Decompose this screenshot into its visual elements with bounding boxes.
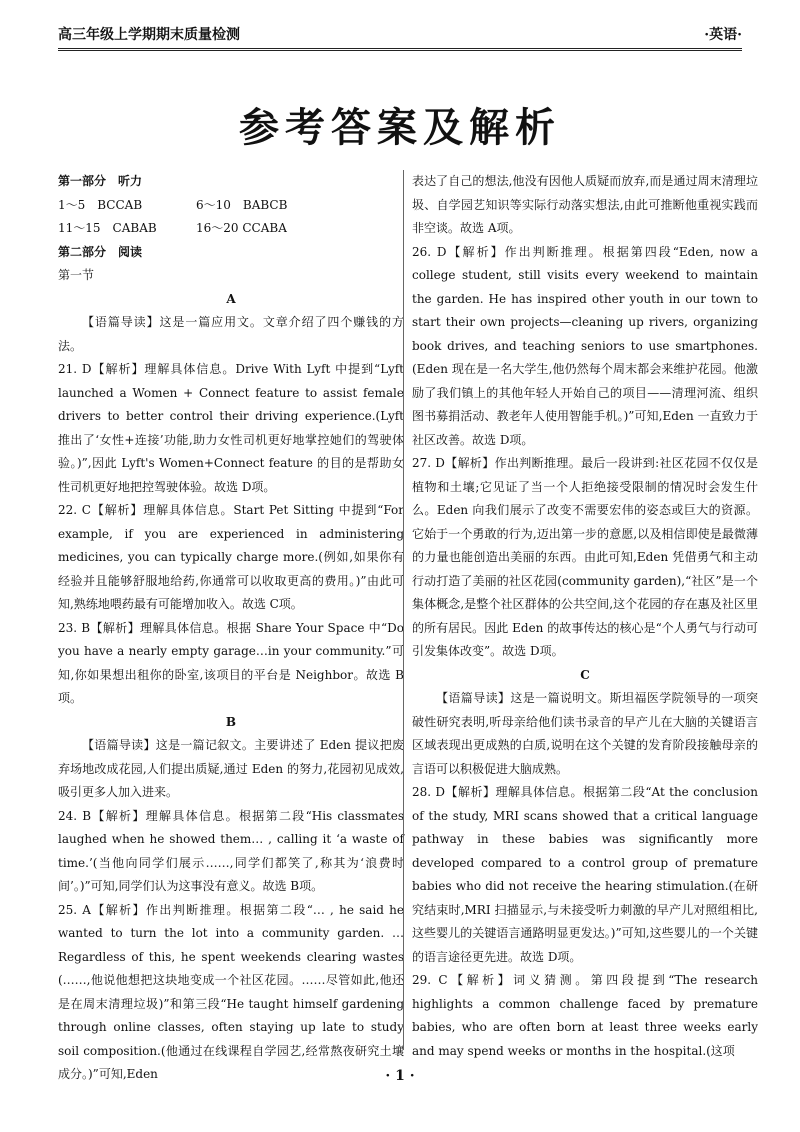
section-title: 第一节 (58, 268, 95, 282)
passage-guide-a: 【语篇导读】这是一篇应用文。文章介绍了四个赚钱的方法。 (58, 315, 404, 353)
answer-key: 16～20 CCABA (196, 221, 287, 235)
answer-explanation-21: 21. D【解析】理解具体信息。Drive With Lyft 中提到“Lyft launched a Women + Connect feature to assist female drivers to better control their driving experience.(Lyft 推出了‘女性+连接’功能,助力女性司机更好地掌控她们的驾驶体验。)”,因此 Lyft's Women+Connect feature 的目的是帮助女性司机更好地把控驾驶体验。故选 D项。 (58, 362, 404, 494)
answer-key: 1～5 BCCAB (58, 197, 143, 212)
answer-explanation-26: 26. D【解析】作出判断推理。根据第四段“Eden, now a college student, still visits every weekend to maintain the garden. He has inspired other youth in our town to start their own projects—cleaning up rivers, organizing book drives, and teaching seniors to use smartphones.(Eden 现在是一名大学生,他仍然每个周末都会来维护花园。他激励了我们镇上的其他年轻人开始自己的项目——清理河流、组织图书募捐活动、教老年人使用智能手机。)”可知,Eden 一直致力于社区改善。故选 D项。 (412, 244, 758, 447)
passage-label-b: B (225, 714, 237, 729)
passage-guide-b: 【语篇导读】这是一篇记叙文。主要讲述了 Eden 提议把废弃场地改成花园,人们提出质疑,通过 Eden 的努力,花园初见成效,吸引更多人加入进来。 (58, 738, 404, 799)
page-header (58, 20, 742, 51)
passage-label-a: A (226, 291, 236, 306)
part1-title: 第一部分 听力 (58, 174, 143, 188)
passage-label-c: C (580, 667, 590, 682)
answer-row-1 (58, 194, 404, 218)
answer-explanation-25: 25. A【解析】作出判断推理。根据第二段“… , he said he wanted to turn the lot into a community garden. … Regardless of this, he spent weekends clearing wastes (……,他说他想把这块地变成一个社区花园。……尽管如此,他还是在周末清理垃圾)”和第三段“He taught himself gardening through online classes, often staying up late to study soil composition.(他通过在线课程自学园艺,经常熬夜研究土壤成分。)”可知,Eden (58, 902, 404, 1081)
answer-explanation-22: 22. C【解析】理解具体信息。Start Pet Sitting 中提到“For example, if you are experienced in administering medicines, you can typically charge more.(例如,如果你有经验并且能够舒服地给药,你通常可以收取更高的费用。)”由此可知,熟练地喂药最有可能增加收入。故选 C项。 (58, 503, 404, 611)
header-exam-title: 高三年级上学期期末质量检测 (58, 27, 240, 43)
answer-explanation-28: 28. D【解析】理解具体信息。根据第二段“At the conclusion of the study, MRI scans showed that a critical language pathway in these babies was significantly more developed compared to a control group of premature babies who did not receive the hearing stimulation.(在研究结束时,MRI 扫描显示,与未接受听力刺激的早产儿对照组相比,这些婴儿的关键语言通路明显更发达。)”可知,这些婴儿的一个关键的语言途径更先进。故选 D项。 (412, 785, 758, 964)
column-divider (403, 170, 404, 1050)
answer-explanation-29: 29. C【解析】词义猜测。第四段提到“The research highlights a common challenge faced by premature babies, who are often born at least three weeks early and may spend weeks or months in the hospital.(这项 (412, 973, 758, 1058)
left-column (58, 170, 404, 1081)
answer-explanation-23: 23. B【解析】理解具体信息。根据 Share Your Space 中“Do you have a nearly empty garage…in your community.”可知,你如果想出租你的卧室,该项目的平台是 Neighbor。故选 B项。 (58, 620, 404, 705)
answer-row-2 (58, 217, 404, 241)
answer-explanation-24: 24. B【解析】理解具体信息。根据第二段“His classmates laughed when he showed them… , calling it ‘a waste of time.’(当他向同学们展示……,同学们都笑了,称其为‘浪费时间’。)”可知,同学们认为这事没有意义。故选 B项。 (58, 808, 404, 893)
right-column (412, 170, 758, 1058)
answer-explanation-25-continued: 表达了自己的想法,他没有因他人质疑而放弃,而是通过周末清理垃圾、自学园艺知识等实际行动落实想法,由此可推断他重视实践而非空谈。故选 A项。 (412, 174, 758, 235)
header-subject: ·英语· (704, 27, 742, 43)
answer-explanation-27: 27. D【解析】作出判断推理。最后一段讲到:社区花园不仅仅是植物和土壤;它见证了当一个人拒绝接受限制的情况时会发生什么。Eden 向我们展示了改变不需要宏伟的姿态或巨大的资源。它始于一个勇敢的行为,迈出第一步的意愿,以及相信即使是最微薄的力量也能创造出美丽的东西。由此可知,Eden 凭借勇气和主动行动打造了美丽的社区花园(community garden),“社区”是一个集体概念,是整个社区群体的公共空间,这个花园的存在惠及社区里的所有居民。因此 Eden 的故事传达的核心是“个人勇气与行动可引发集体改变”。故选 D项。 (412, 456, 758, 658)
answer-key: 11～15 CABAB (58, 221, 157, 235)
passage-guide-c: 【语篇导读】这是一篇说明文。斯坦福医学院领导的一项突破性研究表明,听母亲给他们读书录音的早产儿在大脑的关键语言区域表现出更成熟的白质,说明在这个关键的发育阶段接触母亲的言语可以积极促进大脑成熟。 (412, 691, 758, 776)
page-title: 参考答案及解析 (239, 105, 561, 151)
answer-key: 6～10 BABCB (196, 197, 288, 212)
part2-title: 第二部分 阅读 (58, 244, 143, 259)
page-number: · 1 · (385, 1068, 415, 1084)
